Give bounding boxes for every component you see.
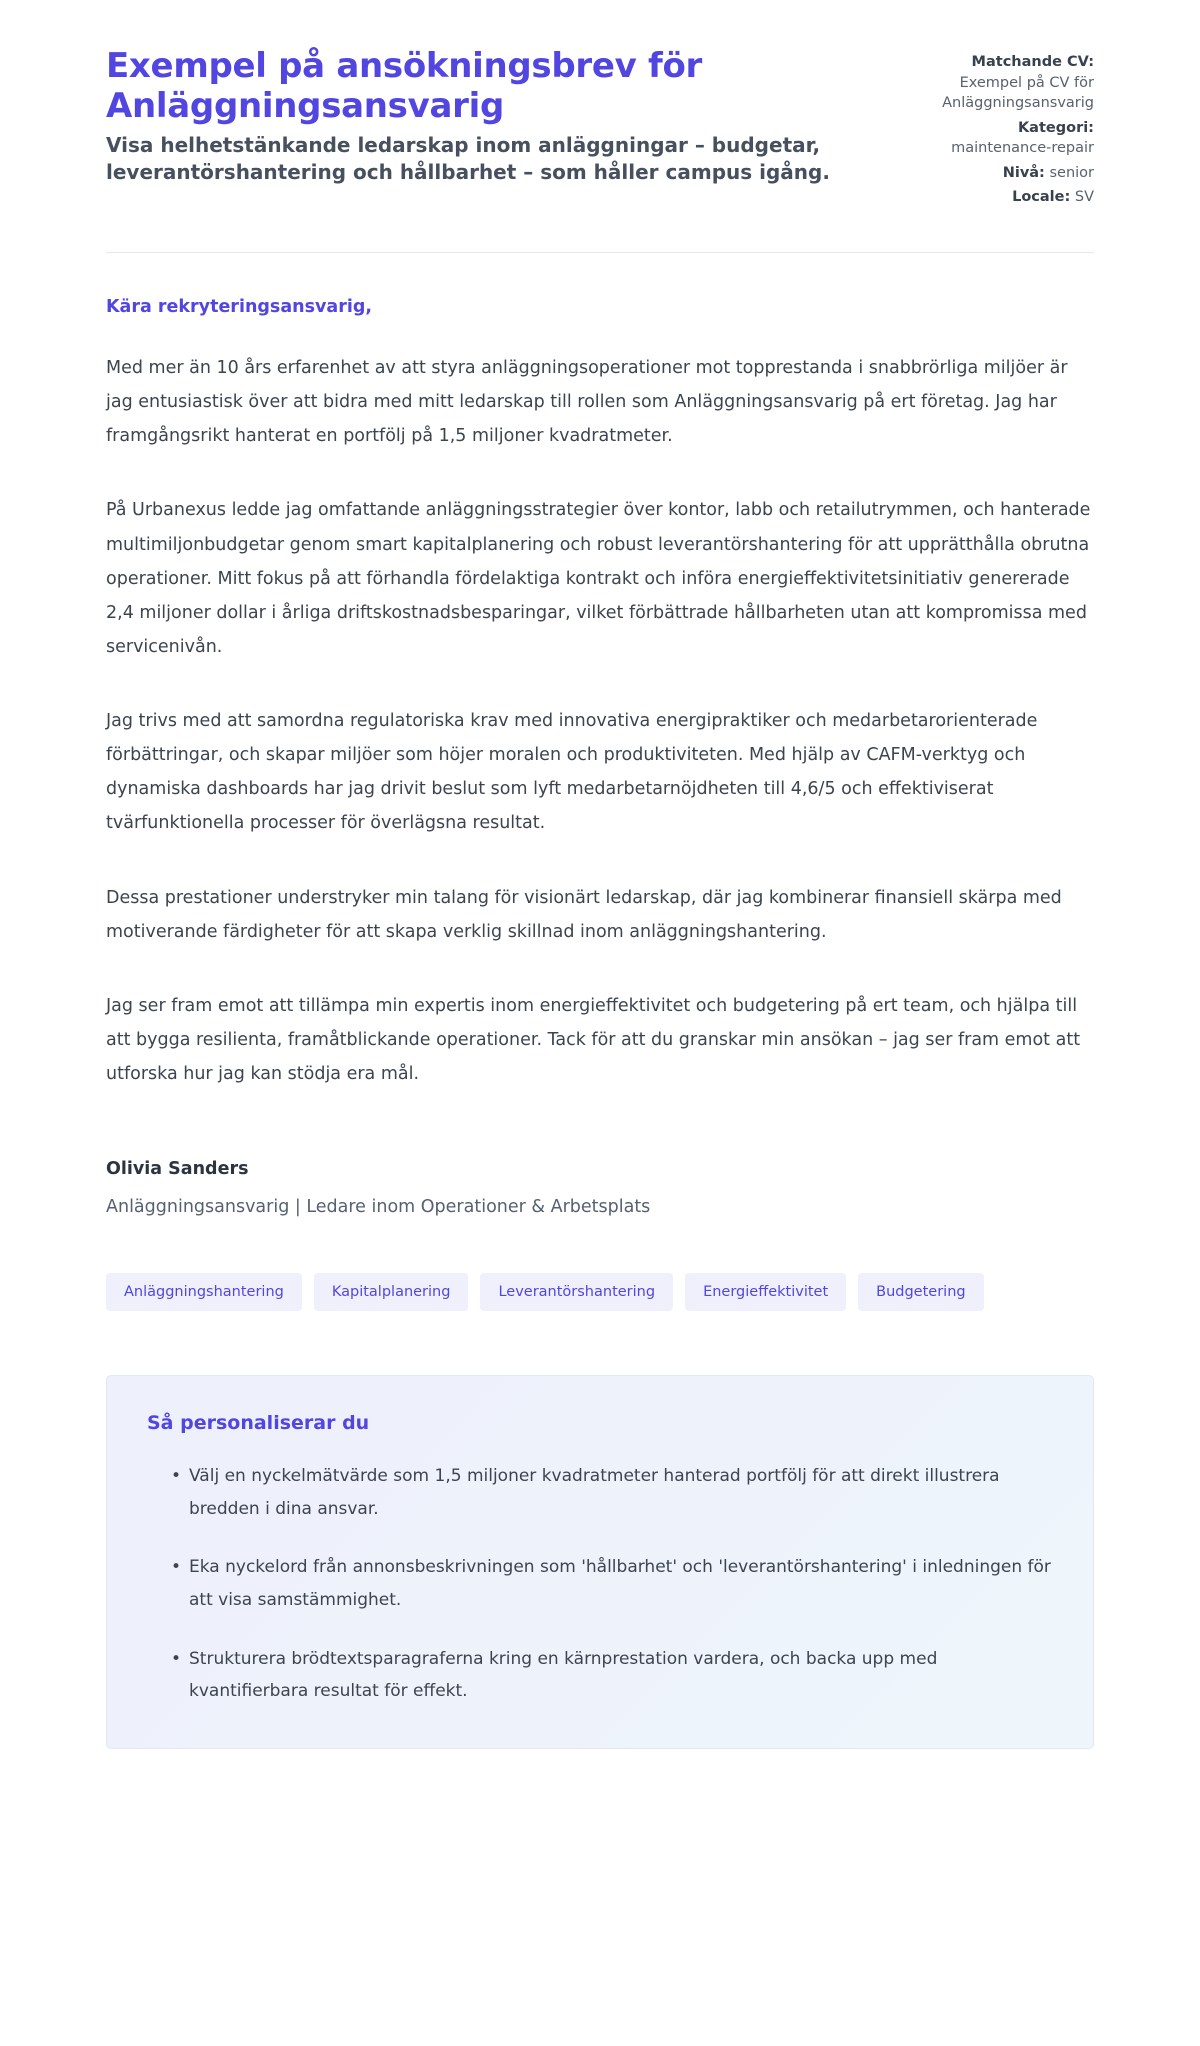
tips-list-item: • Strukturera brödtextsparagraferna kring en kärnprestation vardera, och backa upp med kvantifierbara resultat för effekt. xyxy=(171,1643,1053,1708)
letter-salutation: Kära rekryteringsansvarig, xyxy=(106,297,373,318)
personalization-tips-box xyxy=(106,1375,1094,1749)
metadata-category-label: Kategori: xyxy=(1017,119,1094,136)
metadata-category xyxy=(889,118,1094,159)
signature-block xyxy=(106,1159,1094,1217)
metadata-locale-label: Locale: xyxy=(1012,189,1071,206)
metadata-category-value: maintenance-repair xyxy=(951,140,1094,157)
letter-paragraph: Jag trivs med att samordna regulatoriska krav med innovativa energipraktiker och medarbetarorienterade förbättringar, och skapar miljöer som höjer moralen och produktiviteten. Med hjälp av CAFM-verktyg och dynamiska dashboards har jag drivit beslut som lyft medarbetarnöjdheten till 4,6/5 och effektiviserat tvärfunktionella processer för överlägsna resultat. xyxy=(106,711,1038,834)
tips-list-item: • Eka nyckelord från annonsbeskrivningen som 'hållbarhet' och 'leverantörshantering' i inledningen för att visa samstämmighet. xyxy=(171,1551,1053,1616)
letter-paragraph: På Urbanexus ledde jag omfattande anläggningsstrategier över kontor, labb och retailutrymmen, och hanterade multimiljonbudgetar genom smart kapitalplanering och robust leverantörshantering för att upprätthålla obrutna operationer. Mitt fokus på att förhandla fördelaktiga kontrakt och införa energieffektivitetsinitiativ genererade 2,4 miljoner dollar i årliga driftskostnadsbesparingar, vilket förbättrade hållbarheten utan att kompromissa med servicenivån. xyxy=(106,500,1091,657)
tips-list xyxy=(147,1460,1053,1708)
metadata-level-value: senior xyxy=(1049,164,1094,181)
tips-list-item: • Välj en nyckelmätvärde som 1,5 miljoner kvadratmeter hanterad portfölj för att direkt illustrera bredden i dina ansvar. xyxy=(171,1460,1053,1525)
page-subtitle: Visa helhetstänkande ledarskap inom anläggningar – budgetar, leverantörshantering och hållbarhet – som håller campus igång. xyxy=(106,133,830,184)
document-metadata xyxy=(889,46,1094,208)
metadata-matching-cv-value: Exempel på CV för Anläggningsansvarig xyxy=(942,74,1094,112)
letter-paragraph: Jag ser fram emot att tillämpa min expertis inom energieffektivitet och budgetering på ert team, och hjälpa till att bygga resilienta, framåtblickande operationer. Tack för att du granskar min ansökan – jag ser fram emot att utforska hur jag kan stödja era mål. xyxy=(106,995,1081,1085)
tag-chip[interactable]: Anläggningshantering xyxy=(106,1273,302,1311)
tag-chip[interactable]: Kapitalplanering xyxy=(314,1273,469,1311)
metadata-locale-value: SV xyxy=(1074,189,1094,206)
tips-title: Så personaliserar du xyxy=(147,1412,370,1435)
metadata-matching-cv-label: Matchande CV: xyxy=(971,54,1094,70)
metadata-level xyxy=(889,163,1094,184)
page-header xyxy=(106,46,1094,208)
signature-role: Anläggningsansvarig | Ledare inom Operationer & Arbetsplats xyxy=(106,1197,651,1218)
metadata-locale xyxy=(889,187,1094,208)
tag-chip[interactable]: Leverantörshantering xyxy=(480,1273,673,1311)
page-title: Exempel på ansökningsbrev för Anläggningsansvarig xyxy=(106,46,703,127)
letter-body xyxy=(106,253,1094,1091)
tag-chip[interactable]: Budgetering xyxy=(858,1273,983,1311)
tag-list xyxy=(106,1273,1094,1311)
signature-name: Olivia Sanders xyxy=(106,1159,249,1180)
metadata-level-label: Nivå: xyxy=(1002,164,1045,181)
letter-paragraph: Dessa prestationer understryker min talang för visionärt ledarskap, där jag kombinerar finansiell skärpa med motiverande färdigheter för att skapa verklig skillnad inom anläggningshantering. xyxy=(106,887,1062,942)
header-text-block xyxy=(106,46,849,185)
letter-paragraph: Med mer än 10 års erfarenhet av att styra anläggningsoperationer mot topprestanda i snabbrörliga miljöer är jag entusiastisk över att bidra med mitt ledarskap till rollen som Anläggningsansvarig på ert företag. Jag har framgångsrikt hanterat en portfölj på 1,5 miljoner kvadratmeter. xyxy=(106,358,1068,447)
tag-chip[interactable]: Energieffektivitet xyxy=(685,1273,846,1311)
metadata-matching-cv xyxy=(889,52,1094,114)
